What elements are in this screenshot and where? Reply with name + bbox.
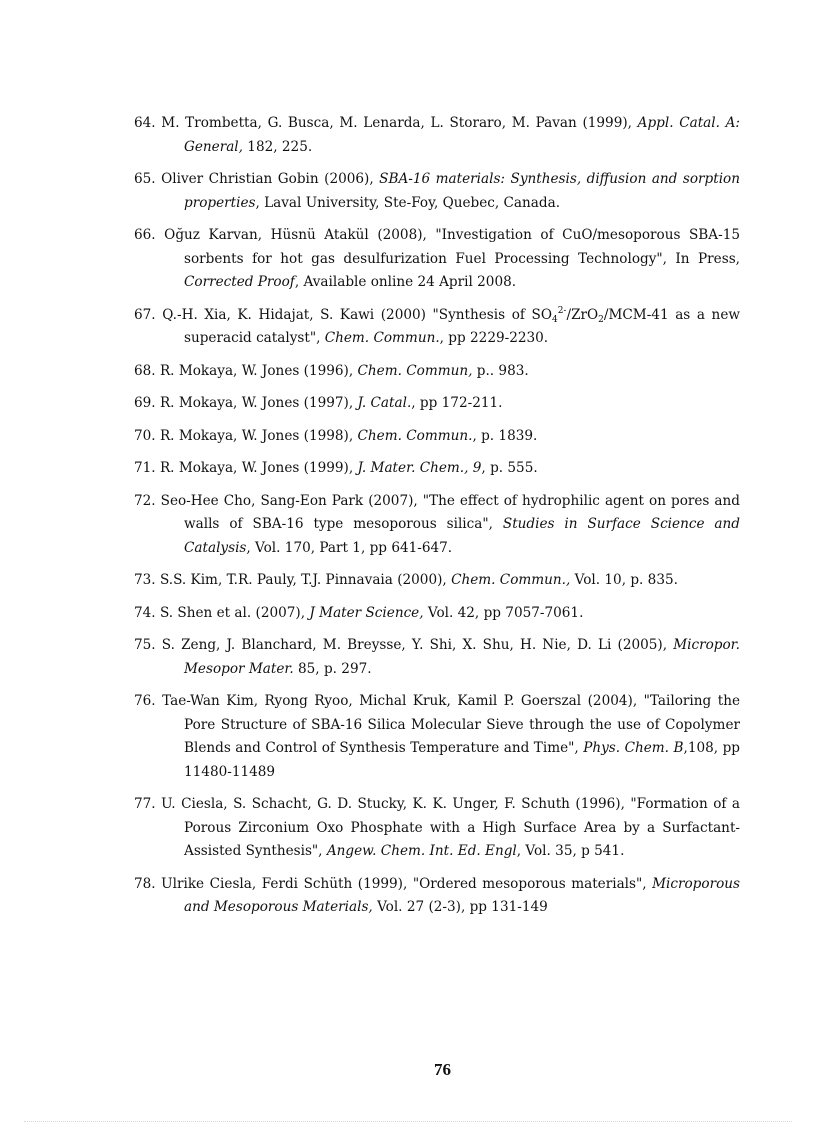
reference-text: 69. R. Mokaya, W. Jones (1997), xyxy=(134,395,358,411)
reference-item xyxy=(134,360,740,384)
reference-text: , p. 555. xyxy=(481,460,538,476)
reference-text: , Vol. 35, p 541. xyxy=(516,843,625,859)
reference-text: , p. 1839. xyxy=(472,427,538,444)
subscript: 4 xyxy=(551,314,558,325)
reference-text: 75. S. Zeng, J. Blanchard, M. Breysse, Y. Shi, X. Shu, H. Nie, D. Li (2005), xyxy=(134,637,674,653)
reference-text: , Laval University, Ste-Foy, Quebec, Canada. xyxy=(255,194,561,211)
reference-text: 182, 225. xyxy=(242,138,313,155)
reference-item xyxy=(134,112,740,159)
reference-item xyxy=(134,168,740,215)
reference-italic-text: J. Mater. Chem., 9 xyxy=(357,460,482,476)
reference-italic-text: Appl. Catal. A: General, xyxy=(184,115,740,155)
reference-item xyxy=(134,690,740,784)
reference-text: 76. Tae-Wan Kim, Ryong Ryoo, Michal Kruk, Kamil P. Goerszal (2004), "Tailoring the Pore Structure of SBA-16 Silica Molecular Sieve through the use of Copolymer Blends and Control of Synthesis Temperature and Time", xyxy=(134,693,740,756)
reference-text: Vol. 27 (2-3), pp 131-149 xyxy=(372,899,548,915)
reference-text: 68. R. Mokaya, W. Jones (1996), xyxy=(134,362,358,379)
reference-italic-text: Phys. Chem. B xyxy=(583,740,684,756)
reference-item xyxy=(134,634,740,681)
reference-text: 64. M. Trombetta, G. Busca, M. Lenarda, L. Storaro, M. Pavan (1999), xyxy=(134,115,638,131)
page-number: 76 xyxy=(434,1060,451,1079)
reference-item xyxy=(134,490,740,561)
reference-item xyxy=(134,392,740,416)
reference-italic-text: Angew. Chem. Int. Ed. Engl xyxy=(326,843,517,859)
reference-text: , pp 172-211. xyxy=(411,395,503,411)
reference-item xyxy=(134,457,740,481)
reference-text: p.. 983. xyxy=(472,362,529,379)
reference-text: 66. Oğuz Karvan, Hüsnü Atakül (2008), "Investigation of CuO/mesoporous SBA-15 sorbents for hot gas desulfurization Fuel Processing Technology", In Press, xyxy=(134,227,740,267)
reference-item xyxy=(134,304,740,351)
reference-text: /MCM-41 as a new superacid catalyst", xyxy=(184,306,740,346)
reference-italic-text: Chem. Commun., xyxy=(451,572,571,588)
reference-item xyxy=(134,873,740,920)
reference-text: Vol. 42, pp 7057-7061. xyxy=(423,604,584,621)
reference-italic-text: Chem. Commun, xyxy=(357,362,473,379)
reference-text: ,108, pp 11480-11489 xyxy=(184,740,740,780)
reference-text: 70. R. Mokaya, W. Jones (1998), xyxy=(134,427,358,444)
reference-item xyxy=(134,425,740,449)
reference-text: /ZrO xyxy=(566,306,599,323)
reference-text: 67. Q.-H. Xia, K. Hidajat, S. Kawi (2000) "Synthesis of SO xyxy=(134,306,552,323)
reference-italic-text: Studies in Surface Science and Catalysis xyxy=(184,516,740,556)
reference-text: 73. S.S. Kim, T.R. Pauly, T.J. Pinnavaia (2000), xyxy=(134,572,452,588)
reference-text: 72. Seo-Hee Cho, Sang-Eon Park (2007), "The effect of hydrophilic agent on pores and walls of SBA-16 type mesoporous silica", xyxy=(134,492,740,532)
reference-italic-text: Chem. Commun. xyxy=(357,427,473,444)
superscript: 2- xyxy=(557,305,567,316)
reference-list xyxy=(134,112,740,929)
reference-italic-text: Microporous and Mesoporous Materials, xyxy=(184,875,740,915)
reference-italic-text: Corrected Proof xyxy=(184,274,295,290)
reference-text: , pp 2229-2230. xyxy=(439,330,549,346)
footer-divider xyxy=(24,1121,792,1122)
reference-italic-text: J Mater Science, xyxy=(309,604,424,621)
reference-text: 78. Ulrike Ciesla, Ferdi Schüth (1999), "Ordered mesoporous materials", xyxy=(134,875,653,892)
reference-italic-text: Micropor. Mesopor Mater. xyxy=(184,637,740,677)
reference-text: Vol. 10, p. 835. xyxy=(570,572,678,588)
reference-item xyxy=(134,602,740,626)
reference-italic-text: J. Catal. xyxy=(357,395,412,411)
reference-text: 65. Oliver Christian Gobin (2006), xyxy=(134,171,380,187)
reference-text: , Vol. 170, Part 1, pp 641-647. xyxy=(246,539,453,556)
subscript: 2 xyxy=(598,314,604,325)
reference-text: 85, p. 297. xyxy=(293,660,372,677)
reference-text: 71. R. Mokaya, W. Jones (1999), xyxy=(134,460,358,476)
reference-text: , Available online 24 April 2008. xyxy=(294,274,517,290)
reference-italic-text: SBA-16 materials: Synthesis, diffusion and sorption properties xyxy=(184,171,740,211)
reference-text: 77. U. Ciesla, S. Schacht, G. D. Stucky, K. K. Unger, F. Schuth (1996), "Formation of a Porous Zirconium Oxo Phosphate with a High Surface Area by a Surfactant-Assisted Synthesis", xyxy=(134,796,740,859)
reference-item xyxy=(134,793,740,864)
reference-italic-text: Chem. Commun. xyxy=(324,330,440,346)
reference-text: 74. S. Shen et al. (2007), xyxy=(134,604,310,621)
reference-item xyxy=(134,224,740,295)
reference-item xyxy=(134,569,740,593)
